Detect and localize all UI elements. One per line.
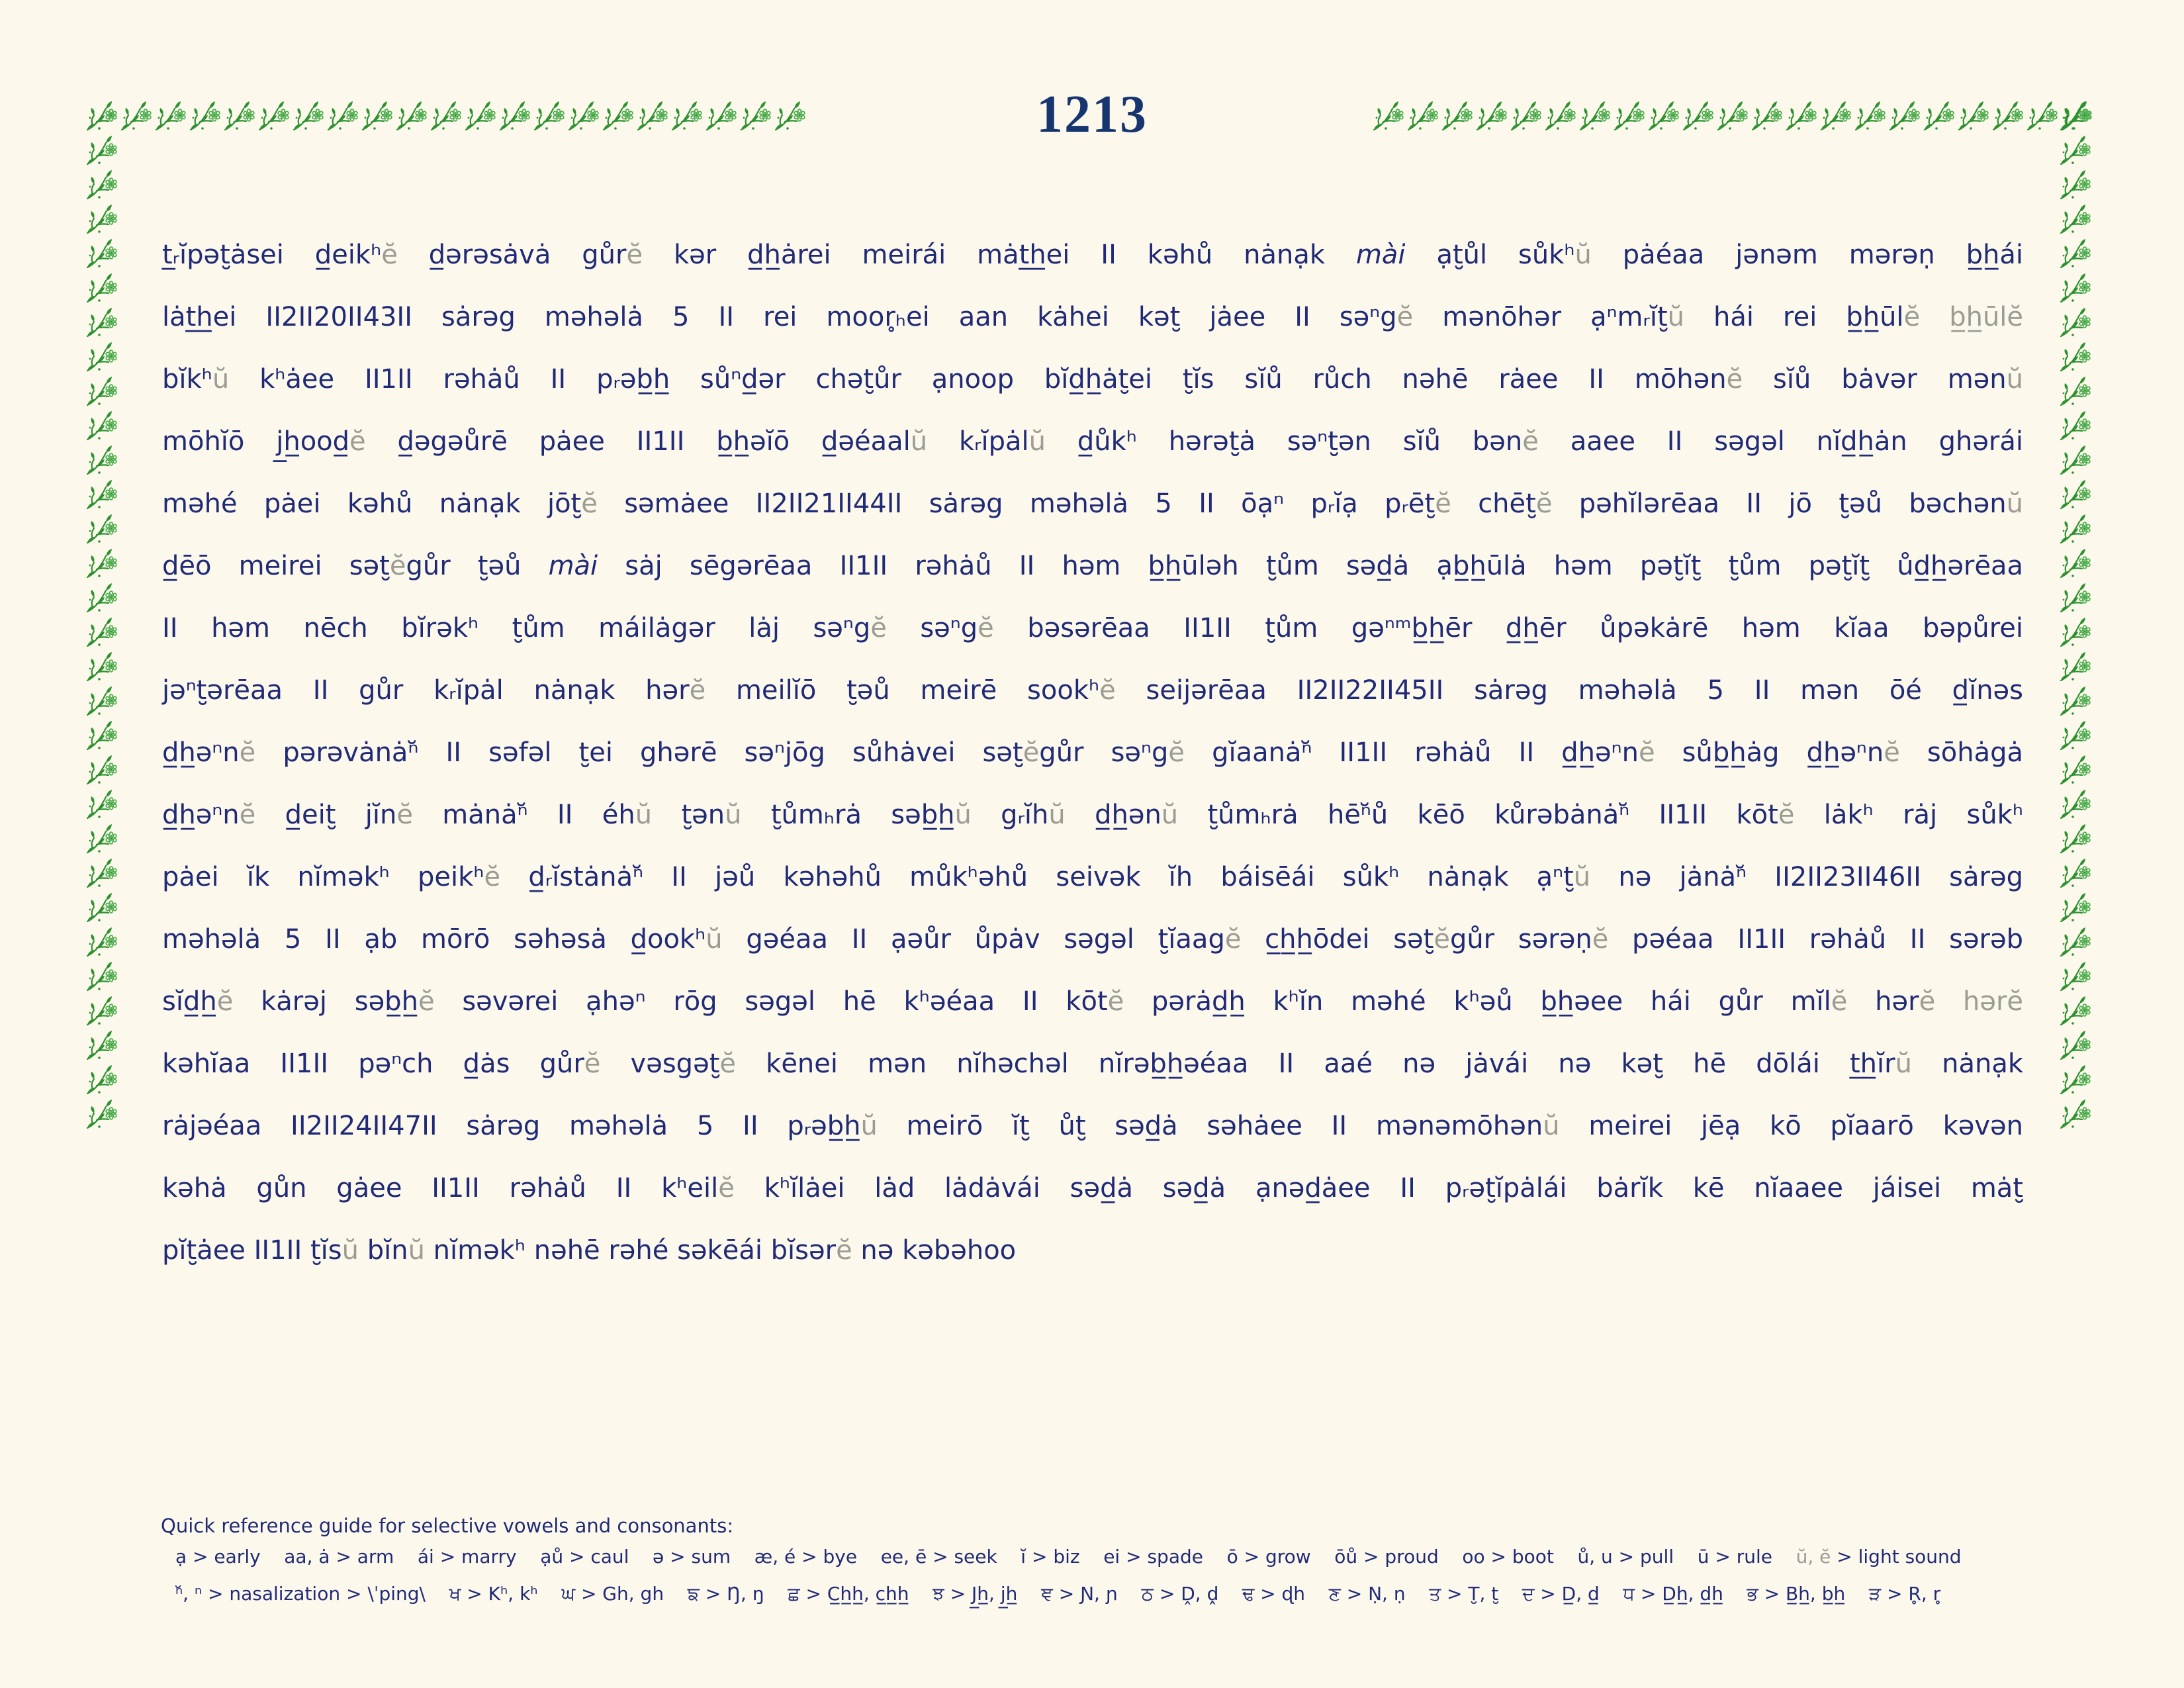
floral-ornament-icon	[2057, 237, 2091, 271]
floral-ornament-icon	[2057, 1098, 2091, 1132]
floral-ornament-icon	[2057, 444, 2091, 478]
floral-ornament-icon	[83, 306, 118, 340]
floral-ornament-icon	[2057, 168, 2091, 203]
floral-ornament-icon	[2057, 306, 2091, 340]
floral-ornament-icon	[83, 650, 118, 684]
floral-ornament-icon	[83, 960, 118, 994]
floral-ornament-icon	[2057, 1029, 2091, 1063]
floral-ornament-icon	[83, 581, 118, 616]
floral-ornament-icon	[83, 1063, 118, 1098]
floral-ornament-icon	[2057, 444, 2091, 478]
floral-ornament-icon	[83, 168, 118, 203]
floral-ornament-icon	[2057, 616, 2091, 650]
floral-ornament-icon	[2057, 306, 2091, 340]
floral-ornament-icon	[2057, 960, 2091, 994]
floral-ornament-icon	[2057, 375, 2091, 409]
floral-ornament-icon	[83, 444, 118, 478]
floral-ornament-icon	[83, 925, 118, 960]
floral-ornament-icon	[2057, 925, 2091, 960]
floral-ornament-icon	[83, 684, 118, 719]
floral-ornament-icon	[83, 719, 118, 753]
floral-ornament-icon	[83, 203, 118, 237]
floral-ornament-icon	[2057, 168, 2091, 203]
floral-ornament-icon	[83, 1098, 118, 1132]
floral-ornament-icon	[2057, 340, 2091, 375]
floral-ornament-icon	[2057, 960, 2091, 994]
floral-ornament-icon	[2057, 1063, 2091, 1098]
floral-ornament-icon	[83, 857, 118, 891]
text-line: lȧt̲h̲ei II2II20II43II sȧrəg məhəlȧ 5 II rei moor̥ₕei aan kȧhei kət̮ jȧee II səⁿgĕ mənōhər ạⁿmᵣĭt̮ŭ hái rei b̲h̲ūlĕ b̲h̲ūlĕ	[162, 302, 2024, 332]
floral-ornament-icon	[83, 1029, 118, 1063]
text-line: mōhĭō j̲h̲ood̲ĕ d̲əgəůrē pȧee II1II b̲h̲əĭō d̲əéaalŭ kᵣĭpȧlŭ d̲ůkʰ hərət̮ȧ səⁿt̮ən sĭů bənĕ aaee II səgəl nĭd̲h̲ȧn ghərái	[162, 426, 2024, 457]
floral-ornament-icon	[2057, 891, 2091, 925]
floral-ornament-icon	[83, 271, 118, 306]
floral-ornament-icon	[2057, 581, 2091, 616]
floral-ornament-icon	[83, 409, 118, 444]
floral-ornament-icon	[83, 891, 118, 925]
floral-ornament-icon	[83, 375, 118, 409]
floral-ornament-icon	[83, 616, 118, 650]
floral-ornament-icon	[83, 271, 118, 306]
guide-title: Quick reference guide for selective vowels and consonants:	[161, 1515, 734, 1537]
floral-ornament-icon	[2057, 547, 2091, 581]
floral-ornament-icon	[83, 960, 118, 994]
floral-ornament-icon	[83, 753, 118, 788]
floral-ornament-icon	[83, 547, 118, 581]
text-line: d̲ēō meirei sət̮ĕgůr t̮əů mài sȧj sēgərēaa II1II rəhȧů II həm b̲h̲ūləh t̮ům səd̲ȧ ạb̲h̲ūlȧ həm pət̮ĭt̮ t̮ům pət̮ĭt̮ ůd̲h̲ərēaa	[162, 551, 2024, 581]
text-line: II həm nēch bĭrəkʰ t̮ům máilȧgər lȧj səⁿgĕ səⁿgĕ bəsərēaa II1II t̮ům gəⁿᵐb̲h̲ēr d̲h̲ēr ůpəkȧrē həm kĭaa bəpůrei	[162, 613, 2023, 643]
floral-ornament-icon	[2057, 409, 2091, 444]
floral-ornament-icon	[83, 857, 118, 891]
floral-ornament-icon	[83, 409, 118, 444]
floral-ornament-icon	[2057, 925, 2091, 960]
floral-ornament-icon	[2057, 512, 2091, 547]
floral-ornament-icon	[83, 444, 118, 478]
floral-ornament-icon	[83, 994, 118, 1029]
floral-ornament-icon	[2057, 1098, 2091, 1132]
floral-ornament-icon	[83, 891, 118, 925]
floral-ornament-icon	[2057, 1063, 2091, 1098]
floral-ornament-icon	[83, 581, 118, 616]
floral-ornament-icon	[2057, 891, 2091, 925]
page-number: 1213	[1036, 85, 1148, 144]
floral-ornament-icon	[2057, 788, 2091, 822]
floral-ornament-icon	[2057, 547, 2091, 581]
floral-ornament-icon	[2057, 271, 2091, 306]
text-line: jəⁿt̮ərēaa II gůr kᵣĭpȧl nȧnạk hərĕ meilĭō t̮əů meirē sookʰĕ seijərēaa II2II22II45II sȧrəg məhəlȧ 5 II mən ōé d̲ĭnəs	[162, 675, 2023, 706]
floral-ornament-icon	[83, 753, 118, 788]
text-line: məhəlȧ 5 II ạb mōrō səhəsȧ d̲ookʰŭ gəéaa II ạəůr ůpȧv səgəl t̮ĭaagĕ c̲h̲h̲ōdei sət̮ĕgůr sərəṇĕ pəéaa II1II rəhȧů II sərəb	[162, 924, 2023, 955]
floral-ornament-icon	[2057, 375, 2091, 409]
floral-ornament-icon	[2057, 857, 2091, 891]
floral-ornament-icon	[83, 237, 118, 271]
pronunciation-guide	[161, 1513, 1962, 1613]
floral-ornament-icon	[83, 512, 118, 547]
floral-ornament-icon	[2057, 581, 2091, 616]
floral-ornament-icon	[2057, 478, 2091, 512]
text-line: pĭt̮ȧee II1II t̮ĭsŭ bĭnŭ nĭməkʰ nəhē rəhé səkēái bĭsərĕ nə kəbəhoo	[162, 1235, 1017, 1266]
floral-ornament-icon	[83, 375, 118, 409]
guide-row-vowels: ạ > early aa, ȧ > arm ái > marry ạů > caul ə > sum æ, é > bye ee, ē > seek ĭ > biz ei > spade ō > grow ōů > proud oo > boot ů, u > pull ū > rule ŭ, ĕ > light sound	[175, 1546, 1962, 1568]
floral-ornament-icon	[83, 512, 118, 547]
floral-ornament-icon	[83, 203, 118, 237]
floral-ornament-icon	[2057, 203, 2091, 237]
floral-ornament-icon	[83, 788, 118, 822]
floral-ornament-icon	[83, 168, 118, 203]
text-line: d̲h̲əⁿnĕ d̲eit̮ jĭnĕ mȧnȧⁿ̆ II éhŭ t̮ənŭ t̮ůmₕrȧ səb̲h̲ŭ gᵣĭhŭ d̲h̲ənŭ t̮ůmₕrȧ hēⁿ̆ů kēō kůrəbȧnȧⁿ̆ II1II kōtĕ lȧkʰ rȧj sůkʰ	[162, 800, 2024, 830]
floral-ornament-icon	[2057, 719, 2091, 753]
text-line: məhé pȧei kəhů nȧnạk jōt̮ĕ səmȧee II2II21II44II sȧrəg məhəlȧ 5 II ōạⁿ pᵣĭạ pᵣēt̮ĕ chēt̮ĕ pəhĭlərēaa II jō t̮əů bəchənŭ	[162, 489, 2024, 519]
floral-ornament-icon	[83, 340, 118, 375]
floral-ornament-icon	[2057, 822, 2091, 857]
floral-ornament-icon	[2057, 340, 2091, 375]
text-line: t̲ᵣĭpət̮ȧsei d̲eikʰĕ d̲ərəsȧvȧ gůrĕ kər d̲h̲ȧrei meirái mȧt̲h̲ei II kəhů nȧnạk mài ạt̮ůl sůkʰŭ pȧéaa jənəm mərəṇ b̲h̲ái	[162, 240, 2024, 270]
floral-ornament-icon	[2057, 994, 2091, 1029]
text-line: bĭkʰŭ kʰȧee II1II rəhȧů II pᵣəb̲h̲ sůⁿd̲ər chət̮ůr ạnoop bĭd̲h̲ȧt̮ei t̮ĭs sĭů růch nəhē rȧee II mōhənĕ sĭů bȧvər mənŭ	[162, 364, 2023, 395]
floral-ornament-icon	[2057, 994, 2091, 1029]
floral-ornament-icon	[83, 994, 118, 1029]
floral-ornament-icon	[2057, 616, 2091, 650]
floral-ornament-icon	[83, 1098, 118, 1132]
floral-ornament-icon	[2057, 409, 2091, 444]
floral-ornament-icon	[2057, 650, 2091, 684]
floral-ornament-icon	[2057, 684, 2091, 719]
floral-ornament-icon	[83, 340, 118, 375]
floral-ornament-icon	[83, 616, 118, 650]
left-floral-border	[83, 99, 120, 1136]
floral-ornament-icon	[83, 237, 118, 271]
floral-ornament-icon	[2057, 753, 2091, 788]
floral-ornament-icon	[83, 650, 118, 684]
floral-ornament-icon	[83, 822, 118, 857]
text-line: rȧjəéaa II2II24II47II sȧrəg məhəlȧ 5 II pᵣəb̲h̲ŭ meirō ĭt̮ ůt̮ səd̲ȧ səhȧee II mənəmōhənŭ meirei jēạ kō pĭaarō kəvən	[162, 1111, 2023, 1141]
floral-ornament-icon	[83, 547, 118, 581]
floral-ornament-icon	[2057, 203, 2091, 237]
right-floral-border	[2057, 99, 2094, 1136]
floral-ornament-icon	[2057, 753, 2091, 788]
floral-ornament-icon	[83, 788, 118, 822]
floral-ornament-icon	[83, 478, 118, 512]
floral-ornament-icon	[2057, 271, 2091, 306]
floral-ornament-icon	[2057, 857, 2091, 891]
floral-ornament-icon	[2057, 684, 2091, 719]
floral-ornament-icon	[2057, 512, 2091, 547]
text-line: d̲h̲əⁿnĕ pərəvȧnȧⁿ̆ II səfəl t̮ei ghərē səⁿjōg sůhȧvei sət̮ĕgůr səⁿgĕ gĭaanȧⁿ̆ II1II rəhȧů II d̲h̲əⁿnĕ sůb̲h̲ȧg d̲h̲əⁿnĕ sōhȧgȧ	[162, 737, 2024, 768]
floral-ornament-icon	[2057, 1029, 2091, 1063]
floral-ornament-icon	[2057, 822, 2091, 857]
floral-ornament-icon	[83, 1063, 118, 1098]
floral-ornament-icon	[83, 1029, 118, 1063]
floral-ornament-icon	[2057, 478, 2091, 512]
floral-ornament-icon	[2057, 650, 2091, 684]
floral-ornament-icon	[2057, 719, 2091, 753]
floral-ornament-icon	[83, 306, 118, 340]
floral-ornament-icon	[83, 925, 118, 960]
text-line: sĭd̲h̲ĕ kȧrəj səb̲h̲ĕ səvərei ạhəⁿ rōg səgəl hē kʰəéaa II kōtĕ pərȧd̲h̲ kʰĭn məhé kʰəů b̲h̲əee hái gůr mĭlĕ hərĕ hərĕ	[162, 986, 2024, 1017]
text-line: pȧei ĭk nĭməkʰ peikʰĕ d̲ᵣĭstȧnȧⁿ̆ II jəů kəhəhů můkʰəhů seivək ĭh báisēái sůkʰ nȧnạk ạⁿt̮ŭ nə jȧnȧⁿ̆ II2II23II46II sȧrəg	[162, 862, 2023, 892]
floral-ornament-icon	[83, 822, 118, 857]
body-text	[162, 224, 2023, 1282]
text-line: kəhĭaa II1II pəⁿch d̲ȧs gůrĕ vəsgət̮ĕ kēnei mən nĭhəchəl nĭrəb̲h̲əéaa II aaé nə jȧvái nə kət̮ hē dōlái t̲h̲ĭrŭ nȧnạk	[162, 1049, 2024, 1079]
floral-ornament-icon	[83, 684, 118, 719]
floral-ornament-icon	[83, 478, 118, 512]
guide-row-consonants: ⁿ̆, ⁿ > nasalization > \ˈping\ ਖ > Kʰ, kʰ ਘ > Gh, gh ਙ > Ŋ, ŋ ਛ > C̲h̲h̲, c̲h̲h̲ ਝ > J̲h̲, j̲h̲ ਞ > Ɲ, ɲ ਠ > Ḓ, ḓ ਢ > ɖh ਣ > Ṇ, ṇ ਤ > T̮, t̮ ਦ > D̲, d̲ ਧ > D̲h̲, d̲h̲ ਭ > B̲h̲, b̲h̲ ੜ > R̥, r̥	[175, 1583, 1941, 1605]
floral-ornament-icon	[2057, 788, 2091, 822]
text-line: kəhȧ gůn gȧee II1II rəhȧů II kʰeilĕ kʰĭlȧei lȧd lȧdȧvái səd̲ȧ səd̲ȧ ạnəd̲ȧee II pᵣət̮ĭpȧlái bȧrĭk kē nĭaaee jáisei mȧt̮	[162, 1173, 2024, 1203]
floral-ornament-icon	[83, 719, 118, 753]
floral-ornament-icon	[2057, 237, 2091, 271]
